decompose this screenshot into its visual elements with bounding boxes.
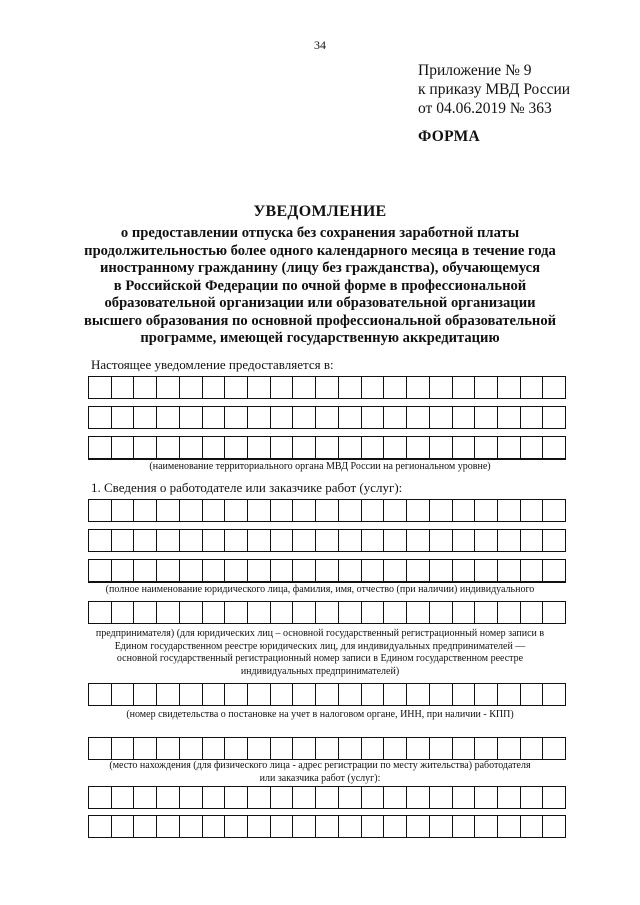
letter-box[interactable] [498,499,521,522]
letter-box[interactable] [293,529,316,552]
letter-box[interactable] [134,499,157,522]
subtitle-line: о предоставлении отпуска без сохранения заработной платы [120,225,520,241]
subtitle-line: высшего образования по основной профессиональной образовательной [83,312,557,329]
letter-box[interactable] [271,601,294,624]
letter-box[interactable] [134,815,157,838]
letter-box[interactable] [543,436,566,459]
letter-box[interactable] [453,815,476,838]
letter-box[interactable] [203,683,226,706]
letter-box[interactable] [498,376,521,399]
letter-box[interactable] [316,559,339,582]
letter-box[interactable] [225,436,248,459]
letter-box[interactable] [543,683,566,706]
letter-box[interactable] [271,815,294,838]
letter-box[interactable] [134,683,157,706]
section-1-label: 1. Сведения о работодателе или заказчике работ (услуг): [91,480,403,495]
letter-box[interactable] [88,601,112,624]
letter-box[interactable] [362,559,385,582]
letter-box[interactable] [293,786,316,809]
letter-box[interactable] [134,559,157,582]
caption-line: или заказчика работ (услуг): [259,772,381,784]
letter-box[interactable] [112,499,135,522]
letter-box[interactable] [180,683,203,706]
letter-box[interactable] [293,436,316,459]
letter-box[interactable] [248,786,271,809]
letter-box[interactable] [453,529,476,552]
page-number: 34 [314,38,326,52]
letter-box[interactable] [498,529,521,552]
letter-box[interactable] [384,559,407,582]
letter-box[interactable] [180,815,203,838]
letter-box[interactable] [316,683,339,706]
letter-box[interactable] [430,529,453,552]
letter-box[interactable] [134,406,157,429]
letter-box[interactable] [521,815,544,838]
letter-box[interactable] [293,499,316,522]
caption-line: (номер свидетельства о постановке на учет в налоговом органе, ИНН, при наличии - КПП) [126,709,514,720]
letter-box[interactable] [88,683,112,706]
notice-to-label: Настоящее уведомление предоставляется в: [91,357,334,372]
letter-box[interactable] [475,376,498,399]
letter-box[interactable] [225,529,248,552]
ogrn-caption [60,628,580,678]
letter-box[interactable] [407,601,430,624]
letter-box[interactable] [112,786,135,809]
divider [88,582,566,583]
letter-box[interactable] [180,559,203,582]
letter-box[interactable] [316,601,339,624]
letter-box[interactable] [316,406,339,429]
letter-box[interactable] [157,529,180,552]
document-title: УВЕДОМЛЕНИЕ [253,203,387,220]
caption-line: (полное наименование юридического лица, фамилия, имя, отчество (при наличии) индивидуального [105,584,535,595]
letter-box[interactable] [407,786,430,809]
letter-box[interactable] [180,786,203,809]
letter-box[interactable] [521,436,544,459]
letter-box[interactable] [543,601,566,624]
letter-box[interactable] [362,786,385,809]
letter-box[interactable] [316,436,339,459]
letter-box[interactable] [384,376,407,399]
subtitle-line: образовательной организации или образовательной организации [104,295,536,311]
letter-box[interactable] [339,406,362,429]
letter-box[interactable] [521,559,544,582]
letter-box[interactable] [157,559,180,582]
caption-line: предпринимателя) (для юридических лиц – основной государственный регистрационный номер записи в [95,628,545,639]
letter-box[interactable] [203,436,226,459]
letter-box[interactable] [88,499,112,522]
letter-box[interactable] [384,406,407,429]
appendix-line-2: к приказу МВД России [418,81,571,98]
letter-box[interactable] [407,737,430,760]
letter-box[interactable] [248,737,271,760]
location-field-row-1[interactable] [88,737,566,760]
letter-box[interactable] [384,436,407,459]
letter-box[interactable] [362,815,385,838]
letter-box[interactable] [157,499,180,522]
letter-box[interactable] [407,529,430,552]
letter-box[interactable] [407,559,430,582]
location-field-row-2[interactable] [88,786,566,809]
letter-box[interactable] [88,815,112,838]
letter-box[interactable] [112,559,135,582]
letter-box[interactable] [112,601,135,624]
letter-box[interactable] [430,601,453,624]
ogrn-field[interactable] [88,601,566,624]
letter-box[interactable] [521,737,544,760]
letter-box[interactable] [225,815,248,838]
letter-box[interactable] [248,683,271,706]
appendix-reference [418,61,570,118]
letter-box[interactable] [293,559,316,582]
letter-box[interactable] [112,815,135,838]
letter-box[interactable] [498,601,521,624]
letter-box[interactable] [407,683,430,706]
letter-box[interactable] [475,529,498,552]
letter-box[interactable] [384,499,407,522]
letter-box[interactable] [157,601,180,624]
territorial-body-field-row-2[interactable] [88,406,566,429]
letter-box[interactable] [293,737,316,760]
caption-line: (место нахождения (для физического лица - адрес регистрации по месту жительства) работодателя [109,760,531,771]
letter-box[interactable] [543,737,566,760]
letter-box[interactable] [384,786,407,809]
letter-box[interactable] [225,559,248,582]
territorial-body-field-row-3[interactable] [88,436,566,459]
letter-box[interactable] [475,815,498,838]
letter-box[interactable] [157,406,180,429]
employer-name-field-row-2[interactable] [88,529,566,552]
letter-box[interactable] [203,376,226,399]
letter-box[interactable] [88,529,112,552]
letter-box[interactable] [248,499,271,522]
tax-registration-field[interactable] [88,683,566,706]
letter-box[interactable] [475,559,498,582]
letter-box[interactable] [271,737,294,760]
letter-box[interactable] [521,406,544,429]
letter-box[interactable] [430,737,453,760]
letter-box[interactable] [453,683,476,706]
letter-box[interactable] [134,786,157,809]
letter-box[interactable] [384,601,407,624]
letter-box[interactable] [225,786,248,809]
letter-box[interactable] [88,406,112,429]
letter-box[interactable] [339,683,362,706]
letter-box[interactable] [203,406,226,429]
letter-box[interactable] [134,376,157,399]
letter-box[interactable] [203,559,226,582]
letter-box[interactable] [384,815,407,838]
letter-box[interactable] [362,499,385,522]
letter-box[interactable] [498,786,521,809]
letter-box[interactable] [293,376,316,399]
letter-box[interactable] [293,683,316,706]
appendix-line-1: Приложение № 9 [418,62,532,79]
letter-box[interactable] [498,815,521,838]
letter-box[interactable] [271,529,294,552]
letter-box[interactable] [248,529,271,552]
letter-box[interactable] [430,499,453,522]
letter-box[interactable] [430,815,453,838]
letter-box[interactable] [157,683,180,706]
employer-name-field-row-1[interactable] [88,499,566,522]
letter-box[interactable] [339,786,362,809]
letter-box[interactable] [203,499,226,522]
letter-box[interactable] [112,683,135,706]
subtitle-line: программе, имеющей государственную аккредитацию [140,330,500,346]
letter-box[interactable] [180,737,203,760]
letter-box[interactable] [475,601,498,624]
letter-box[interactable] [157,436,180,459]
subtitle-line: продолжительностью более одного календарного месяца в течение года [84,242,556,259]
letter-box[interactable] [498,683,521,706]
letter-box[interactable] [225,376,248,399]
letter-box[interactable] [453,786,476,809]
letter-box[interactable] [362,737,385,760]
territorial-body-field-row-1[interactable] [88,376,566,399]
letter-box[interactable] [430,559,453,582]
letter-box[interactable] [521,376,544,399]
letter-box[interactable] [362,683,385,706]
letter-box[interactable] [293,406,316,429]
letter-box[interactable] [407,436,430,459]
letter-box[interactable] [316,499,339,522]
letter-box[interactable] [271,559,294,582]
letter-box[interactable] [430,406,453,429]
caption-line: (наименование территориального органа МВД России на региональном уровне) [149,461,491,472]
caption-line: Едином государственном реестре юридических лиц, для индивидуальных предпринимателей — [114,640,526,652]
form-label: ФОРМА [418,128,481,145]
letter-box[interactable] [88,786,112,809]
letter-box[interactable] [521,499,544,522]
letter-box[interactable] [339,601,362,624]
letter-box[interactable] [88,436,112,459]
letter-box[interactable] [112,737,135,760]
location-field-row-3[interactable] [88,815,566,838]
letter-box[interactable] [543,376,566,399]
letter-box[interactable] [498,737,521,760]
letter-box[interactable] [134,529,157,552]
letter-box[interactable] [498,406,521,429]
tax-registration-caption [60,709,580,722]
letter-box[interactable] [475,499,498,522]
letter-box[interactable] [157,815,180,838]
letter-box[interactable] [339,529,362,552]
letter-box[interactable] [362,529,385,552]
letter-box[interactable] [498,436,521,459]
letter-box[interactable] [180,376,203,399]
letter-box[interactable] [248,559,271,582]
letter-box[interactable] [521,786,544,809]
letter-box[interactable] [248,601,271,624]
document-subtitle [60,225,580,348]
letter-box[interactable] [521,601,544,624]
letter-box[interactable] [339,737,362,760]
letter-box[interactable] [271,436,294,459]
letter-box[interactable] [134,737,157,760]
letter-box[interactable] [384,529,407,552]
employer-name-field-row-3[interactable] [88,559,566,582]
letter-box[interactable] [384,683,407,706]
letter-box[interactable] [475,406,498,429]
letter-box[interactable] [88,559,112,582]
letter-box[interactable] [453,499,476,522]
letter-box[interactable] [362,376,385,399]
letter-box[interactable] [112,529,135,552]
letter-box[interactable] [384,737,407,760]
letter-box[interactable] [271,499,294,522]
letter-box[interactable] [543,406,566,429]
letter-box[interactable] [543,815,566,838]
letter-box[interactable] [157,786,180,809]
letter-box[interactable] [112,406,135,429]
letter-box[interactable] [316,786,339,809]
letter-box[interactable] [112,376,135,399]
letter-box[interactable] [453,601,476,624]
location-caption [60,760,580,785]
appendix-line-3: от 04.06.2019 № 363 [418,100,552,117]
caption-line: основной государственный регистрационный номер записи в Едином государственном реестре [116,653,524,664]
letter-box[interactable] [248,436,271,459]
caption-line: индивидуальных предпринимателей) [240,665,400,677]
letter-box[interactable] [339,376,362,399]
letter-box[interactable] [543,499,566,522]
territorial-body-caption [60,461,580,474]
employer-name-caption [60,584,580,597]
subtitle-line: в Российской Федерации по очной форме в профессиональной [113,277,527,294]
letter-box[interactable] [453,406,476,429]
letter-box[interactable] [225,737,248,760]
letter-box[interactable] [203,737,226,760]
letter-box[interactable] [453,436,476,459]
letter-box[interactable] [430,376,453,399]
letter-box[interactable] [339,499,362,522]
letter-box[interactable] [543,529,566,552]
letter-box[interactable] [180,406,203,429]
letter-box[interactable] [453,737,476,760]
letter-box[interactable] [293,815,316,838]
letter-box[interactable] [248,406,271,429]
letter-box[interactable] [248,376,271,399]
subtitle-line: иностранному гражданину (лицу без гражданства), обучающемуся [99,260,541,276]
letter-box[interactable] [271,406,294,429]
letter-box[interactable] [362,406,385,429]
letter-box[interactable] [362,601,385,624]
letter-box[interactable] [475,786,498,809]
letter-box[interactable] [271,683,294,706]
letter-box[interactable] [543,559,566,582]
letter-box[interactable] [203,529,226,552]
letter-box[interactable] [521,683,544,706]
letter-box[interactable] [180,436,203,459]
letter-box[interactable] [134,601,157,624]
letter-box[interactable] [88,737,112,760]
letter-box[interactable] [203,601,226,624]
letter-box[interactable] [475,683,498,706]
letter-box[interactable] [339,559,362,582]
letter-box[interactable] [248,815,271,838]
letter-box[interactable] [430,683,453,706]
letter-box[interactable] [180,601,203,624]
letter-box[interactable] [316,815,339,838]
letter-box[interactable] [407,406,430,429]
letter-box[interactable] [475,737,498,760]
letter-box[interactable] [407,376,430,399]
letter-box[interactable] [271,786,294,809]
divider [88,459,566,460]
letter-box[interactable] [498,559,521,582]
letter-box[interactable] [453,376,476,399]
letter-box[interactable] [407,499,430,522]
letter-box[interactable] [316,737,339,760]
letter-box[interactable] [203,815,226,838]
letter-box[interactable] [225,601,248,624]
letter-box[interactable] [316,529,339,552]
letter-box[interactable] [225,406,248,429]
letter-box[interactable] [88,376,112,399]
letter-box[interactable] [225,683,248,706]
letter-box[interactable] [521,529,544,552]
letter-box[interactable] [407,815,430,838]
letter-box[interactable] [475,436,498,459]
letter-box[interactable] [362,436,385,459]
letter-box[interactable] [112,436,135,459]
letter-box[interactable] [293,601,316,624]
letter-box[interactable] [271,376,294,399]
letter-box[interactable] [339,436,362,459]
letter-box[interactable] [180,499,203,522]
letter-box[interactable] [430,436,453,459]
letter-box[interactable] [339,815,362,838]
letter-box[interactable] [203,786,226,809]
letter-box[interactable] [453,559,476,582]
letter-box[interactable] [543,786,566,809]
letter-box[interactable] [157,376,180,399]
letter-box[interactable] [225,499,248,522]
letter-box[interactable] [180,529,203,552]
letter-box[interactable] [430,786,453,809]
letter-box[interactable] [157,737,180,760]
letter-box[interactable] [316,376,339,399]
letter-box[interactable] [134,436,157,459]
